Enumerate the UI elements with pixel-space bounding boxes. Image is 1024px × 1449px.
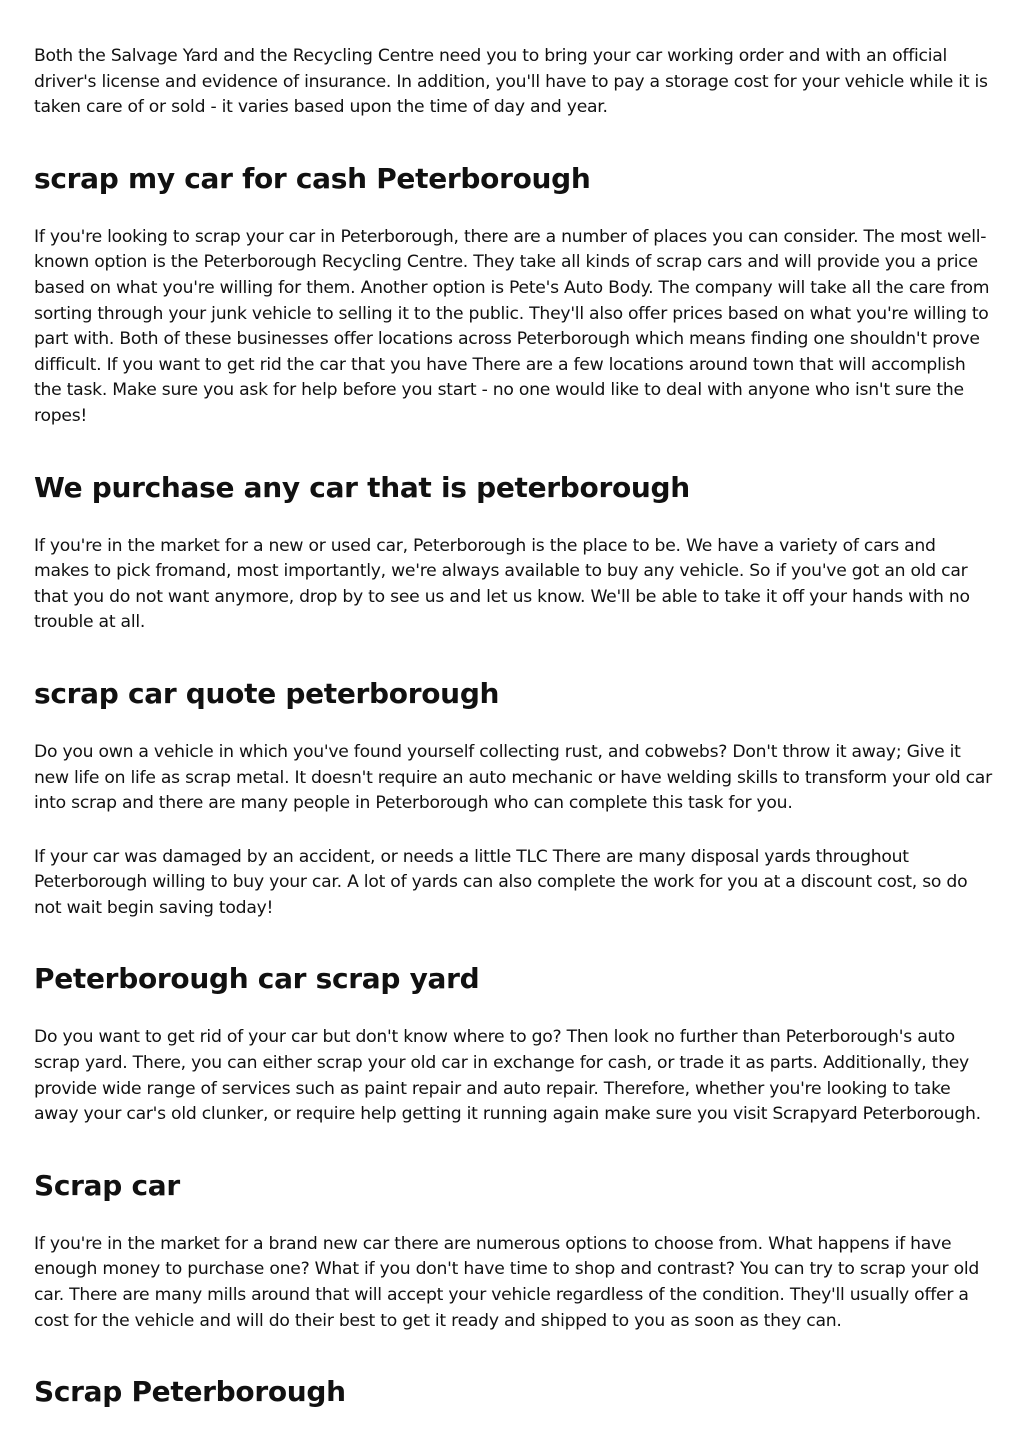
paragraph-scrap-for-cash: If you're looking to scrap your car in Peterborough, there are a number of places you can consider. The most well-known option is the Peterborough Recycling Centre. They take all kinds of scrap cars and will provide you a price based on what you're willing for them. Another option is Pete's Auto Body. The company will take all the care from sorting through your junk vehicle to selling it to the public. They'll also offer prices based on what you're willing to part with. Both of these businesses offer locations across Peterborough which means finding one shouldn't prove difficult. If you want to get rid the car that you have There are a few locations around town that will accomplish the task. Make sure you ask for help before you start - no one would like to deal with anyone who isn't sure the ropes!	[34, 226, 990, 426]
document-page	[34, 44, 994, 1410]
paragraph-scrap-quote-2: If your car was damaged by an accident, or needs a little TLC There are many disposal yards throughout Peterborough willing to buy your car. A lot of yards can also complete the work for you at a discount cost, so do not wait begin saving today!	[34, 846, 968, 918]
section-heading-scrap-quote: scrap car quote peterborough	[34, 676, 500, 710]
paragraph-scrap-quote-1: Do you own a vehicle in which you've found yourself collecting rust, and cobwebs? Don't throw it away; Give it new life on life as scrap metal. It doesn't require an auto mechanic or have welding skills to transform your old car into scrap and there are many people in Peterborough who can complete this task for you.	[34, 741, 992, 814]
paragraph-scrap-car: If you're in the market for a brand new car there are numerous options to choose from. What happens if have enough money to purchase one? What if you don't have time to shop and contrast? You can try to scrap your old car. There are many mills around that will accept your vehicle regardless of the condition. They'll usually offer a cost for the vehicle and will do their best to get it ready and shipped to you as soon as they can.	[34, 1233, 980, 1331]
section-heading-scrap-for-cash: scrap my car for cash Peterborough	[34, 161, 591, 195]
paragraph-we-purchase: If you're in the market for a new or used car, Peterborough is the place to be. We have a variety of cars and makes to pick fromand, most importantly, we're always available to buy any vehicle. So if you've got an old car that you do not want anymore, drop by to see us and let us know. We'll be able to take it off your hands with no trouble at all.	[34, 535, 970, 633]
section-heading-we-purchase: We purchase any car that is peterborough	[34, 470, 690, 504]
section-heading-scrap-car: Scrap car	[34, 1168, 180, 1202]
paragraph-scrap-yard: Do you want to get rid of your car but don't know where to go? Then look no further than Peterborough's auto scrap yard. There, you can either scrap your old car in exchange for cash, or trade it as parts. Additionally, they provide wide range of services such as paint repair and auto repair. Therefore, whether you're looking to take away your car's old clunker, or require help getting it running again make sure you visit Scrapyard Peterborough.	[34, 1027, 981, 1125]
section-heading-scrap-yard: Peterborough car scrap yard	[34, 962, 480, 996]
section-heading-scrap-peterborough: Scrap Peterborough	[34, 1375, 346, 1409]
intro-paragraph: Both the Salvage Yard and the Recycling Centre need you to bring your car working order and with an official driver's license and evidence of insurance. In addition, you'll have to pay a storage cost for your vehicle while it is taken care of or sold - it varies based upon the time of day and year.	[34, 46, 988, 118]
